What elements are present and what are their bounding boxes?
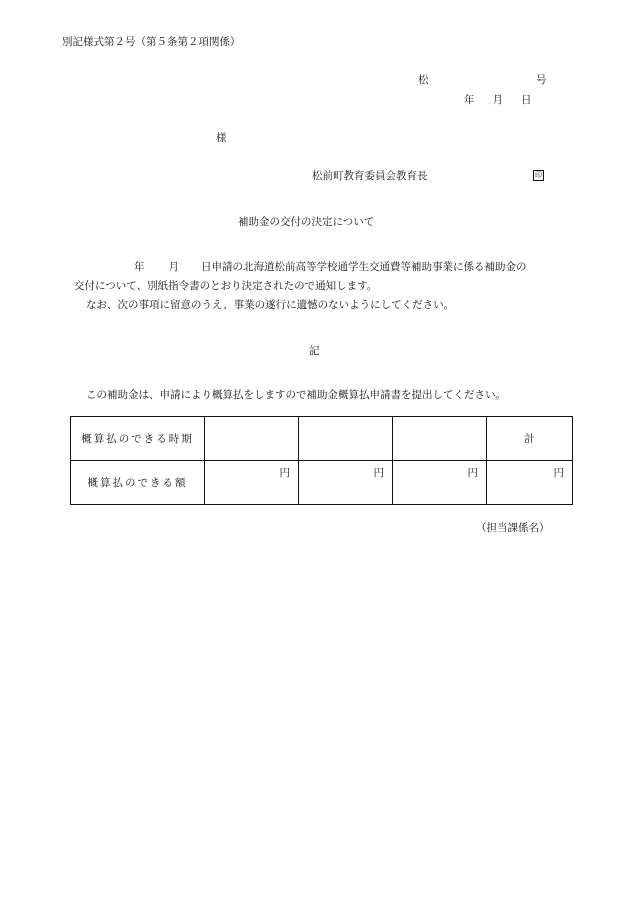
amount-label: 概算払のできる額 xyxy=(71,461,205,505)
form-title: 別記様式第２号（第５条第２項関係） xyxy=(62,36,241,48)
total-label: 計 xyxy=(487,417,573,461)
body-line-3: なお、次の事項に留意のうえ、事業の遂行に遺憾のないようにしてください。 xyxy=(86,299,455,311)
sender-name: 松前町教育委員会教育長 xyxy=(312,170,428,182)
body-line-1 xyxy=(134,259,527,274)
period-cell xyxy=(299,417,393,461)
doc-number-suffix: 号 xyxy=(536,74,547,86)
date-month: 月 xyxy=(492,94,503,106)
date-year: 年 xyxy=(464,94,475,106)
addressee: 様 xyxy=(216,132,227,144)
body-month: 月 xyxy=(168,261,179,273)
period-label: 概算払のできる時期 xyxy=(71,417,205,461)
payment-schedule-table xyxy=(70,416,573,505)
body-line1-text: 日申請の北海道松前高等学校通学生交通費等補助事業に係る補助金の xyxy=(201,261,527,273)
period-cell xyxy=(393,417,487,461)
contact-section-label: （担当課係名） xyxy=(476,522,550,534)
table-row xyxy=(71,417,573,461)
doc-number-prefix: 松 xyxy=(418,74,429,86)
document-subject: 補助金の交付の決定について xyxy=(238,216,375,228)
amount-cell: 円 xyxy=(205,461,299,505)
date-day: 日 xyxy=(521,94,532,106)
notice-text: この補助金は、申請により概算払をしますので補助金概算払申請書を提出してください。 xyxy=(86,389,506,401)
body-line-2: 交付について、別紙指令書のとおり決定されたので通知します。 xyxy=(74,280,378,292)
total-amount-cell: 円 xyxy=(487,461,573,505)
issue-date xyxy=(464,92,532,107)
body-year: 年 xyxy=(134,261,145,273)
period-cell xyxy=(205,417,299,461)
table-row xyxy=(71,461,573,505)
seal-mark: 印 xyxy=(535,171,542,179)
amount-cell: 円 xyxy=(393,461,487,505)
ki-heading: 記 xyxy=(309,345,320,357)
amount-cell: 円 xyxy=(299,461,393,505)
